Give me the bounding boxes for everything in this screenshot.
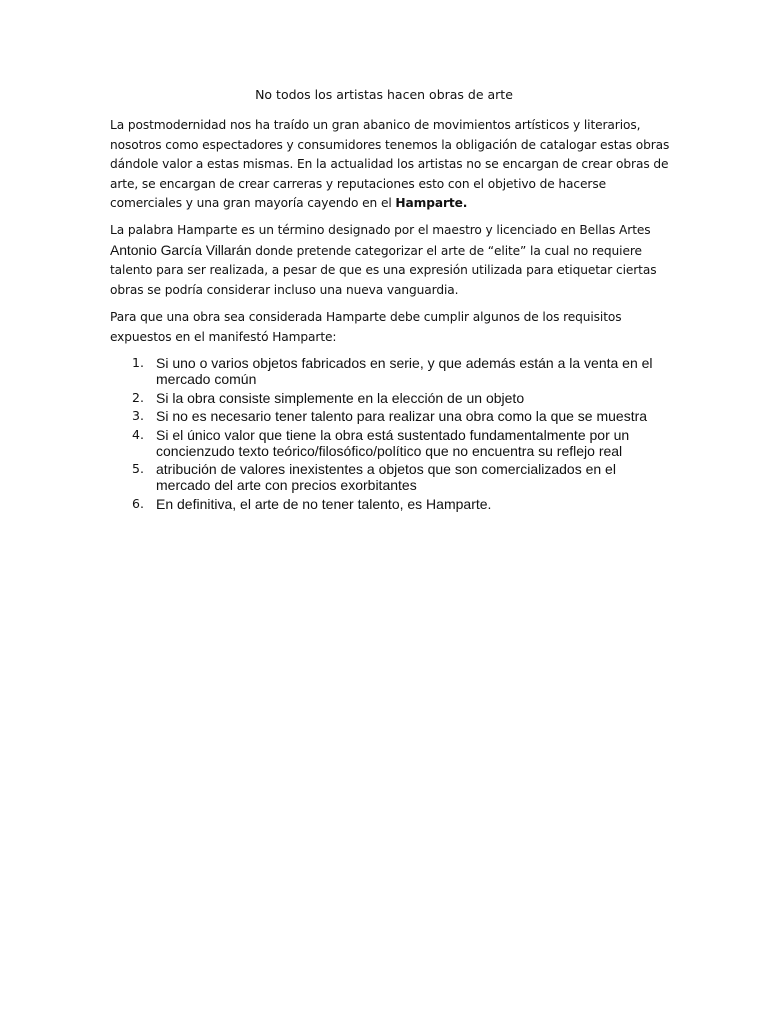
requirements-list xyxy=(110,355,670,515)
list-item-number: 1. xyxy=(132,355,144,370)
list-item-text: En definitiva, el arte de no tener talento, es Hamparte. xyxy=(156,495,492,512)
list-item xyxy=(110,427,670,459)
list-item-text: Si uno o varios objetos fabricados en serie, y que además están a la venta en el mercado común xyxy=(156,355,653,387)
list-item xyxy=(110,390,670,406)
paragraph-postmodernidad xyxy=(110,116,670,214)
list-item-number: 6. xyxy=(132,495,144,511)
list-item-text: Si el único valor que tiene la obra está sustentado fundamentalmente por un concienzudo texto teórico/filosófico/político que no encuentra su reflejo real xyxy=(156,426,630,459)
paragraph-requisitos-intro: Para que una obra sea considerada Hamparte debe cumplir algunos de los requisitos expuestos en el manifestó Hamparte: xyxy=(110,310,622,344)
list-item-text: Si no es necesario tener talento para realizar una obra como la que se muestra xyxy=(156,408,648,425)
list-item xyxy=(110,496,670,512)
list-item-number: 4. xyxy=(132,426,144,442)
list-item-number: 2. xyxy=(132,389,144,405)
list-item-number: 3. xyxy=(132,408,144,424)
author-name: Antonio García Villarán xyxy=(110,241,252,258)
list-item xyxy=(110,408,670,424)
list-item-text: Si la obra consiste simplemente en la elección de un objeto xyxy=(156,389,525,406)
list-item xyxy=(110,355,670,387)
paragraph-hamparte-definition-end: donde pretende categorizar el arte de “elite” la cual no requiere talento para ser realizada, a pesar de que es una expresión utilizada para etiquetar ciertas obras se podría considerar incluso una nueva vanguardia. xyxy=(110,243,657,297)
paragraph-postmodernidad-text: La postmodernidad nos ha traído un gran abanico de movimientos artísticos y literarios, nosotros como espectadores y consumidores tenemos la obligación de catalogar estas obras dándole valor a estas mismas. En la actualidad los artistas no se encargan de crear obras de arte, se encargan de crear carreras y reputaciones esto con el objetivo de hacerse comerciales y una gran mayoría cayendo en el xyxy=(110,118,670,211)
list-item-number: 5. xyxy=(132,461,144,477)
list-item xyxy=(110,461,670,493)
list-item-text: atribución de valores inexistentes a objetos que son comercializados en el mercado del arte con precios exorbitantes xyxy=(156,461,616,494)
document-title: No todos los artistas hacen obras de arte xyxy=(255,87,513,102)
hamparte-bold-text: Hamparte. xyxy=(395,196,468,211)
paragraph-hamparte-definition xyxy=(110,221,670,300)
paragraph-hamparte-definition-start: La palabra Hamparte es un término designado por el maestro y licenciado en Bellas Artes xyxy=(110,223,651,237)
